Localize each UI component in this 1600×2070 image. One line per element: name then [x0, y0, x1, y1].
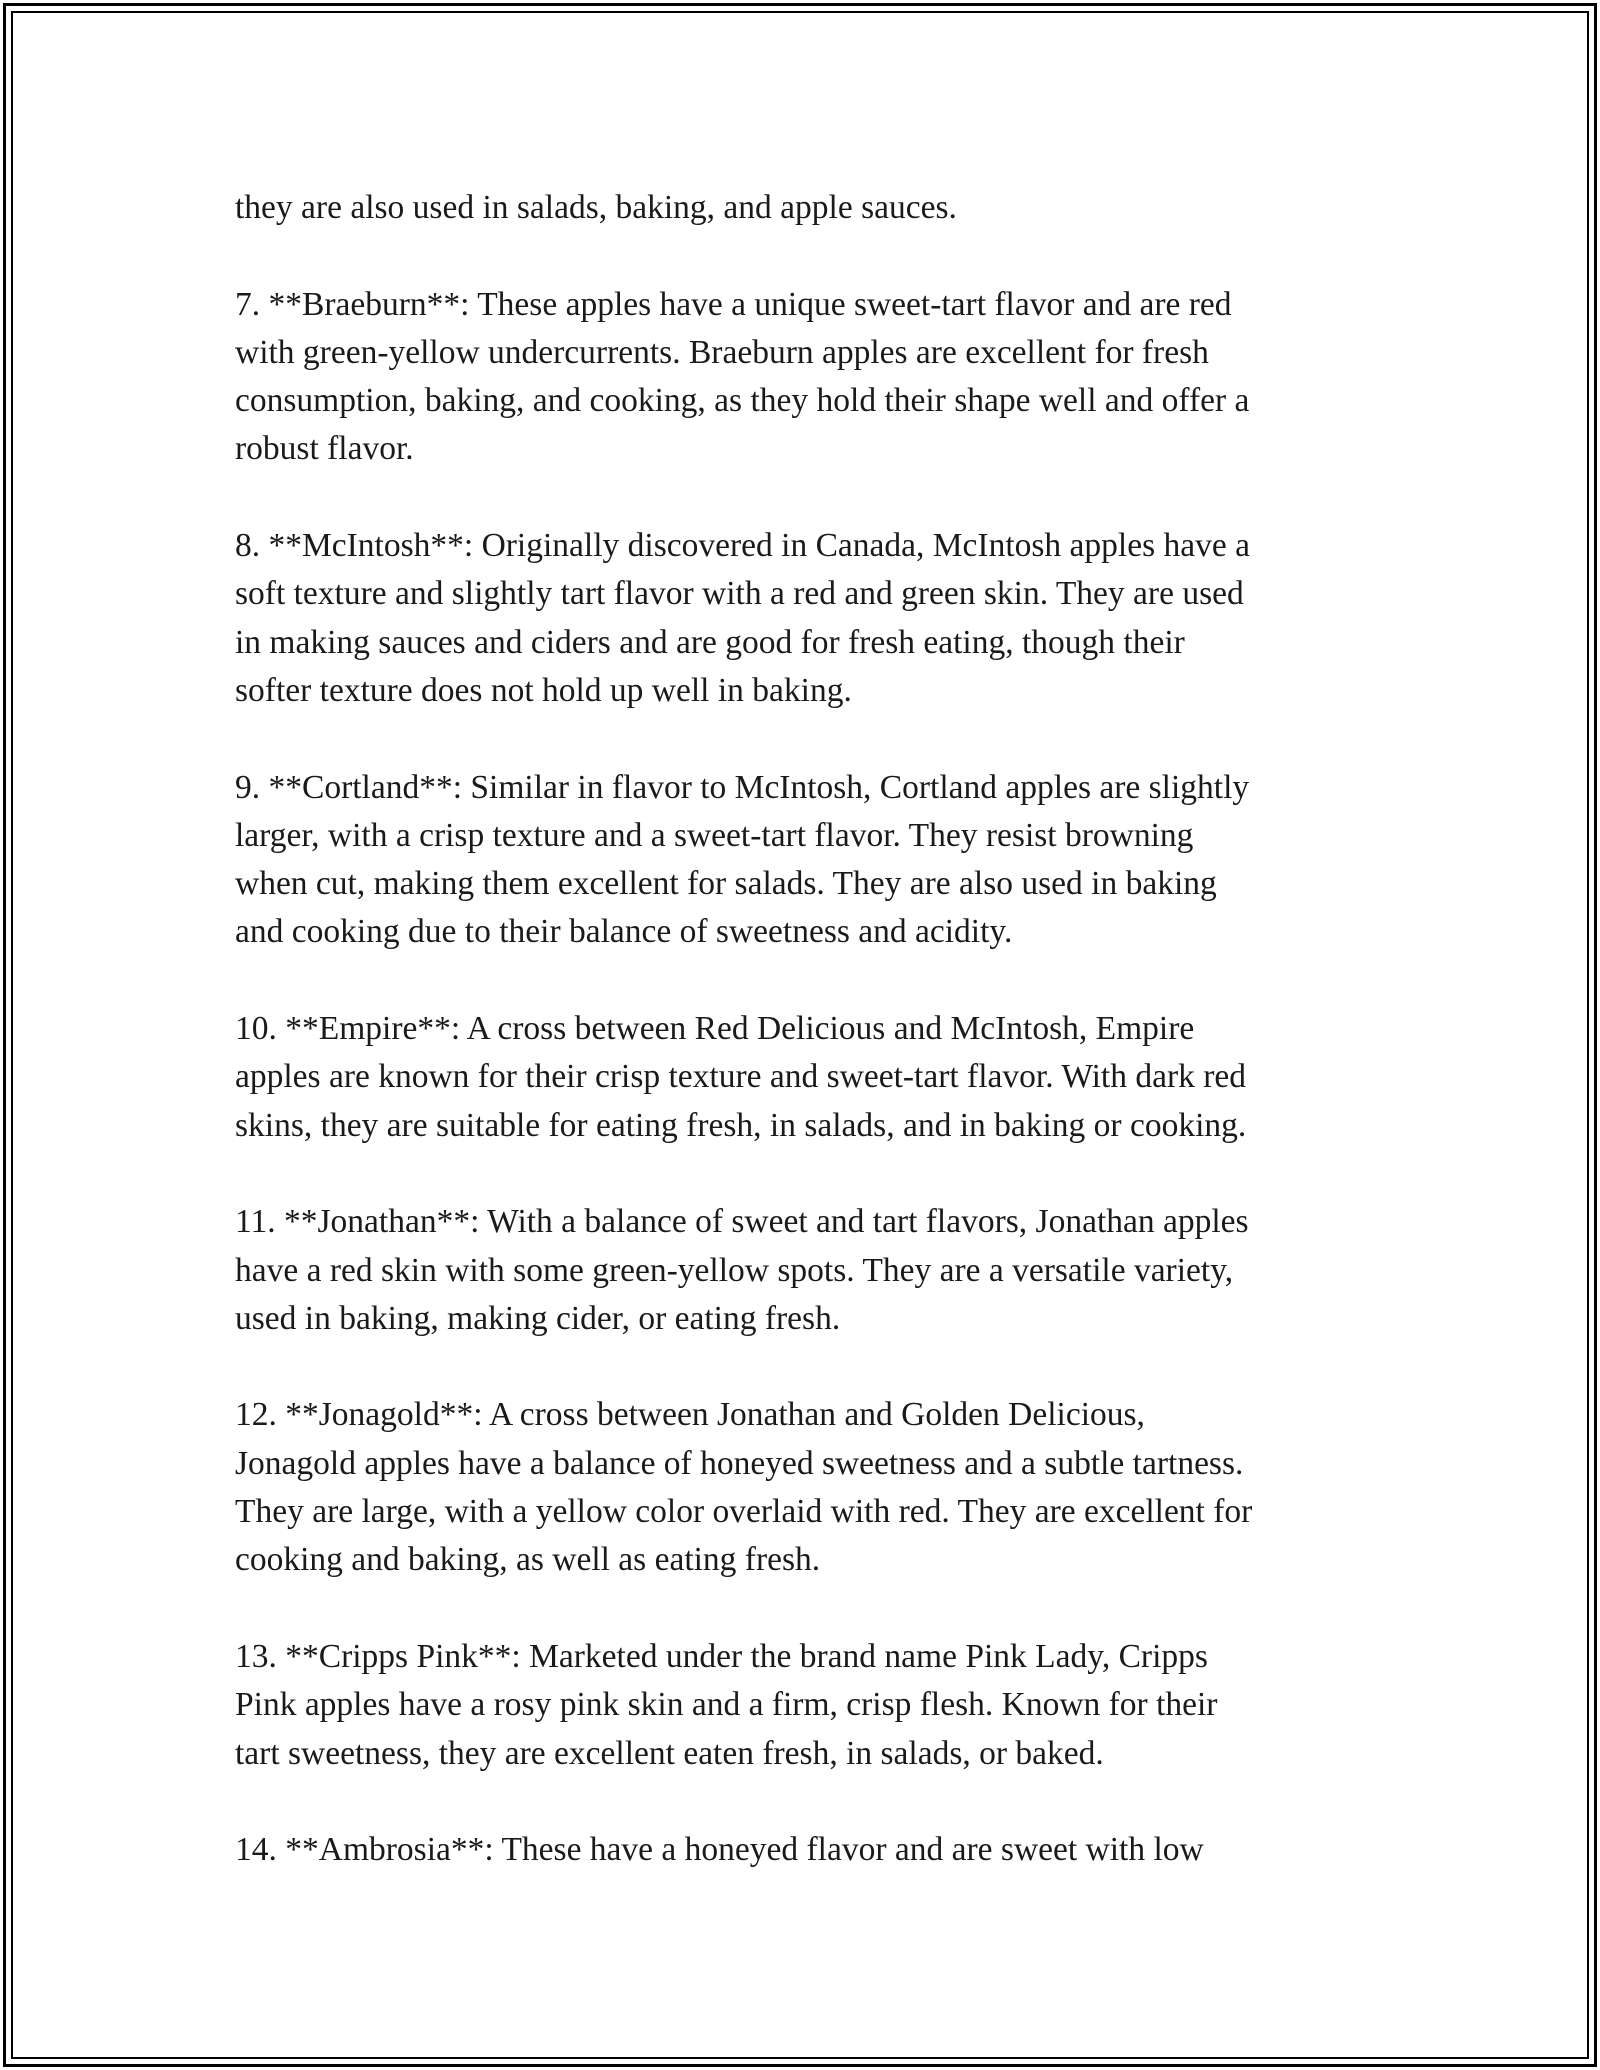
- document-body: [235, 184, 1370, 1923]
- paragraph-empire: 10. **Empire**: A cross between Red Delicious and McIntosh, Empire apples are known for their crisp texture and sweet-tart flavor. With dark red skins, they are suitable for eating fresh, in salads, and in baking or cooking.: [235, 1010, 1247, 1144]
- paragraph-jonathan: 11. **Jonathan**: With a balance of sweet and tart flavors, Jonathan apples have a red skin with some green-yellow spots. They are a versatile variety, used in baking, making cider, or eating fresh.: [235, 1203, 1249, 1337]
- paragraph-cortland: 9. **Cortland**: Similar in flavor to McIntosh, Cortland apples are slightly larger, with a crisp texture and a sweet-tart flavor. They resist browning when cut, making them excellent for salads. They are also used in baking and cooking due to their balance of sweetness and acidity.: [235, 768, 1250, 951]
- paragraph-cripps-pink: 13. **Cripps Pink**: Marketed under the brand name Pink Lady, Cripps Pink apples have a rosy pink skin and a firm, crisp flesh. Known for their tart sweetness, they are excellent eaten fresh, in salads, or baked.: [235, 1637, 1218, 1772]
- paragraph-braeburn: 7. **Braeburn**: These apples have a unique sweet-tart flavor and are red with green-yellow undercurrents. Braeburn apples are excellent for fresh consumption, baking, and cooking, as they hold their shape well and offer a robust flavor.: [235, 285, 1250, 468]
- paragraph-mcintosh: 8. **McIntosh**: Originally discovered in Canada, McIntosh apples have a soft texture and slightly tart flavor with a red and green skin. They are used in making sauces and ciders and are good for fresh eating, though their softer texture does not hold up well in baking.: [235, 527, 1250, 709]
- paragraph-ambrosia: 14. **Ambrosia**: These have a honeyed flavor and are sweet with low: [235, 1831, 1204, 1869]
- paragraph-jonagold: 12. **Jonagold**: A cross between Jonathan and Golden Delicious, Jonagold apples have a balance of honeyed sweetness and a subtle tartness. They are large, with a yellow color overlaid with red. They are excellent for cooking and baking, as well as eating fresh.: [235, 1396, 1253, 1579]
- paragraph-continuation: they are also used in salads, baking, and apple sauces.: [235, 189, 957, 226]
